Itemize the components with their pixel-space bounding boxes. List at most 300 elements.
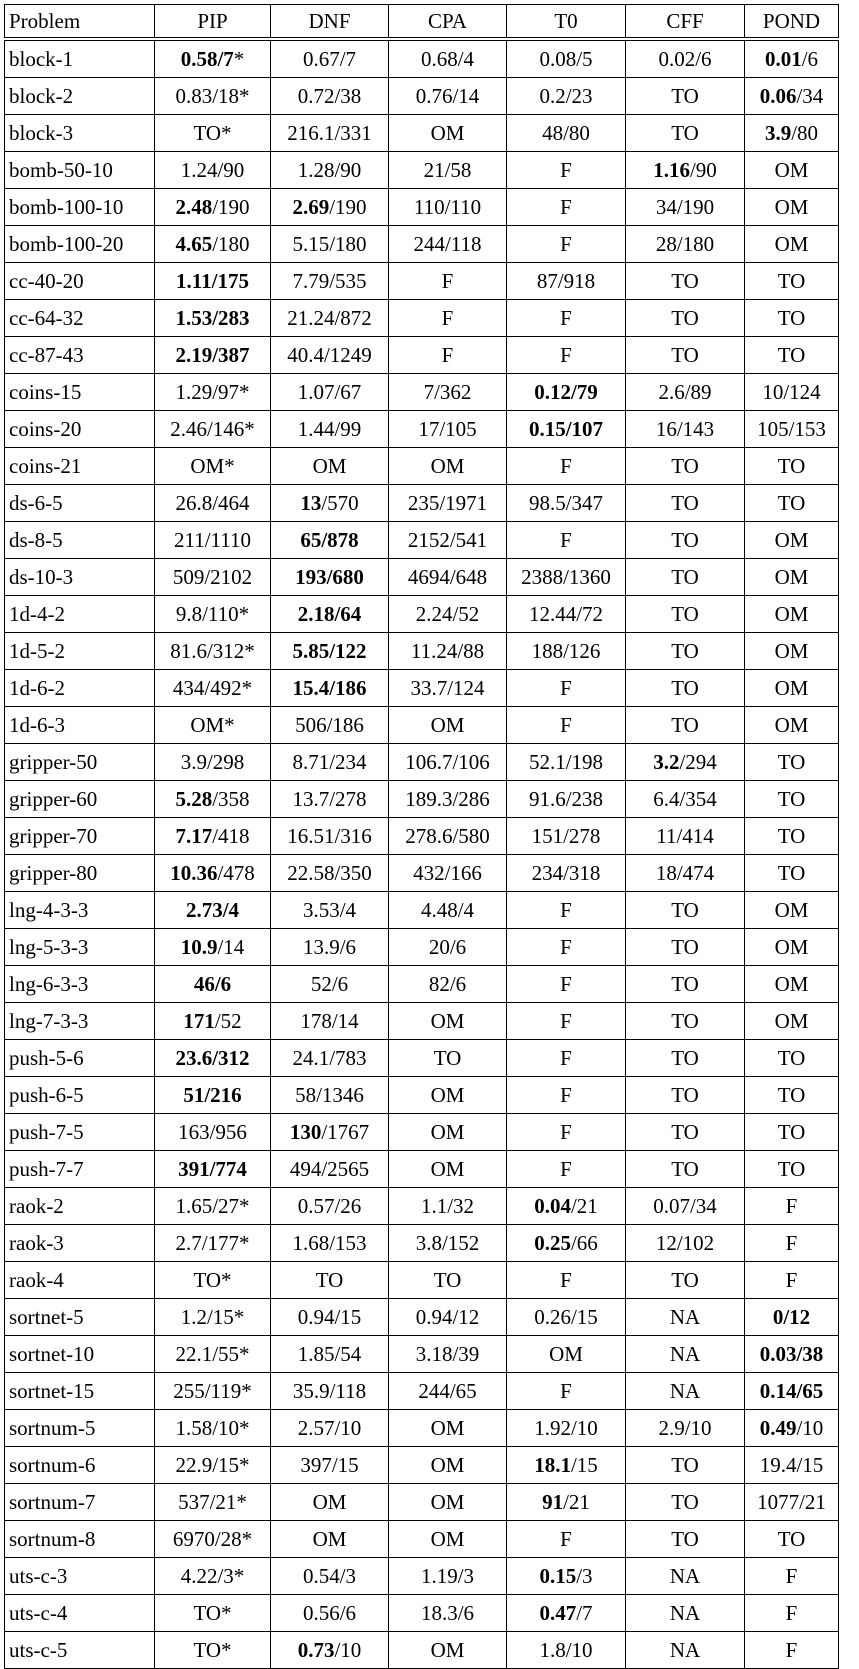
table-row	[5, 966, 839, 1003]
result-cell: TO	[626, 559, 745, 596]
table-row	[5, 892, 839, 929]
result-cell: NA	[626, 1632, 745, 1669]
result-cell: TO	[745, 1077, 839, 1114]
result-cell: TO	[745, 1521, 839, 1558]
best-value: 1.53/283	[175, 305, 250, 330]
result-cell: 26.8/464	[155, 485, 271, 522]
result-cell: 494/2565	[271, 1151, 389, 1188]
result-cell: 87/918	[507, 263, 626, 300]
result-cell: 22.9/15*	[155, 1447, 271, 1484]
result-cell: TO	[626, 522, 745, 559]
problem-name-cell: gripper-60	[5, 781, 155, 818]
result-cell: F	[507, 522, 626, 559]
result-cell: 7/362	[389, 374, 507, 411]
result-cell: TO	[389, 1040, 507, 1077]
result-cell: 4694/648	[389, 559, 507, 596]
result-cell: 18.1/15	[507, 1447, 626, 1484]
column-header-dnf: DNF	[271, 5, 389, 40]
table-row	[5, 1447, 839, 1484]
result-cell	[155, 337, 271, 374]
result-cell: 52/6	[271, 966, 389, 1003]
result-cell: 0.04/21	[507, 1188, 626, 1225]
best-value: 65/878	[300, 527, 359, 552]
result-cell: TO	[745, 448, 839, 485]
result-cell: F	[507, 189, 626, 226]
problem-name-cell: block-3	[5, 115, 155, 152]
result-cell: 2388/1360	[507, 559, 626, 596]
result-cell: 11/414	[626, 818, 745, 855]
problem-name-cell: push-5-6	[5, 1040, 155, 1077]
result-cell: 7.17/418	[155, 818, 271, 855]
result-cell: TO	[271, 1262, 389, 1299]
best-value: 7.17	[175, 823, 213, 848]
problem-name-cell: cc-40-20	[5, 263, 155, 300]
result-cell: 0.76/14	[389, 78, 507, 115]
table-row	[5, 411, 839, 448]
result-cell: OM*	[155, 707, 271, 744]
result-cell: 0.08/5	[507, 39, 626, 78]
result-cell: 2.57/10	[271, 1410, 389, 1447]
result-cell: 1077/21	[745, 1484, 839, 1521]
result-cell	[155, 892, 271, 929]
result-cell	[271, 522, 389, 559]
result-cell: F	[745, 1262, 839, 1299]
result-cell: OM	[745, 892, 839, 929]
result-cell: 130/1767	[271, 1114, 389, 1151]
result-cell: 434/492*	[155, 670, 271, 707]
result-cell: 12.44/72	[507, 596, 626, 633]
result-cell: NA	[626, 1558, 745, 1595]
result-cell: 0.26/15	[507, 1299, 626, 1336]
result-cell: OM	[389, 115, 507, 152]
column-header-pond: POND	[745, 5, 839, 40]
result-cell: F	[507, 1003, 626, 1040]
best-value: 0.14/65	[759, 1378, 824, 1403]
table-row	[5, 374, 839, 411]
best-value: 13	[300, 490, 322, 515]
best-value: 23.6/312	[175, 1045, 250, 1070]
result-cell: 178/14	[271, 1003, 389, 1040]
result-cell: 6970/28*	[155, 1521, 271, 1558]
table-row	[5, 929, 839, 966]
best-value: 2.73/4	[185, 897, 240, 922]
problem-name-cell: sortnet-10	[5, 1336, 155, 1373]
column-header-problem: Problem	[5, 5, 155, 40]
result-cell: 82/6	[389, 966, 507, 1003]
result-cell: TO	[626, 1484, 745, 1521]
result-cell: TO*	[155, 1632, 271, 1669]
column-header-cff: CFF	[626, 5, 745, 40]
result-cell: 9.8/110*	[155, 596, 271, 633]
table-row	[5, 300, 839, 337]
result-cell: TO	[745, 781, 839, 818]
best-value: 0.49	[759, 1415, 797, 1440]
result-cell: 1.65/27*	[155, 1188, 271, 1225]
best-value: 5.28	[175, 786, 213, 811]
result-cell: 8.71/234	[271, 744, 389, 781]
problem-name-cell: push-7-7	[5, 1151, 155, 1188]
result-cell: 3.8/152	[389, 1225, 507, 1262]
result-cell: 1.1/32	[389, 1188, 507, 1225]
problem-name-cell: raok-3	[5, 1225, 155, 1262]
result-cell: 3.53/4	[271, 892, 389, 929]
result-cell: TO	[626, 929, 745, 966]
result-cell: TO	[626, 633, 745, 670]
result-cell: TO	[745, 1040, 839, 1077]
result-cell: 18/474	[626, 855, 745, 892]
result-cell: 81.6/312*	[155, 633, 271, 670]
table-row	[5, 78, 839, 115]
result-cell: 0.15/3	[507, 1558, 626, 1595]
best-value: 10.9	[180, 934, 218, 959]
result-cell: TO*	[155, 1262, 271, 1299]
result-cell: NA	[626, 1299, 745, 1336]
table-header	[5, 5, 839, 40]
best-value: 0.15/107	[528, 416, 604, 441]
result-cell: 3.18/39	[389, 1336, 507, 1373]
best-value: 0.12/79	[534, 379, 598, 404]
result-cell: TO	[745, 337, 839, 374]
result-cell: TO	[745, 263, 839, 300]
table-row	[5, 781, 839, 818]
result-cell: 10/124	[745, 374, 839, 411]
result-cell: 2.24/52	[389, 596, 507, 633]
result-cell: 5.15/180	[271, 226, 389, 263]
result-cell: F	[507, 226, 626, 263]
problem-name-cell: coins-20	[5, 411, 155, 448]
result-cell: 4.22/3*	[155, 1558, 271, 1595]
table-row	[5, 1225, 839, 1262]
result-cell: 18.3/6	[389, 1595, 507, 1632]
best-value: 0.06	[759, 83, 797, 108]
result-cell: 48/80	[507, 115, 626, 152]
result-cell: F	[507, 1114, 626, 1151]
result-cell: NA	[626, 1373, 745, 1410]
result-cell: 0.49/10	[745, 1410, 839, 1447]
result-cell: OM	[745, 559, 839, 596]
result-cell: 16.51/316	[271, 818, 389, 855]
result-cell: TO	[626, 115, 745, 152]
table-row	[5, 189, 839, 226]
result-cell: 0.58/7*	[155, 39, 271, 78]
problem-name-cell: block-1	[5, 39, 155, 78]
best-value: 1.16	[653, 157, 690, 182]
best-value: 91	[542, 1489, 564, 1514]
result-cell: 22.58/350	[271, 855, 389, 892]
problem-name-cell: raok-4	[5, 1262, 155, 1299]
table-row	[5, 1077, 839, 1114]
best-value: 2.69	[292, 194, 330, 219]
problem-name-cell: bomb-100-20	[5, 226, 155, 263]
result-cell: 58/1346	[271, 1077, 389, 1114]
problem-name-cell: sortnum-7	[5, 1484, 155, 1521]
result-cell: 0.67/7	[271, 39, 389, 78]
problem-name-cell: sortnum-5	[5, 1410, 155, 1447]
best-value: 0.15	[539, 1563, 577, 1588]
result-cell: TO	[389, 1262, 507, 1299]
result-cell: TO	[626, 1040, 745, 1077]
result-cell: OM	[271, 1521, 389, 1558]
problem-name-cell: raok-2	[5, 1188, 155, 1225]
result-cell: F	[745, 1225, 839, 1262]
table-row	[5, 152, 839, 189]
result-cell: 22.1/55*	[155, 1336, 271, 1373]
column-header-t0: T0	[507, 5, 626, 40]
best-value: 0/12	[772, 1304, 811, 1329]
result-cell: TO	[745, 1151, 839, 1188]
result-cell: 2.69/190	[271, 189, 389, 226]
table-row	[5, 485, 839, 522]
result-cell: 3.9/298	[155, 744, 271, 781]
result-cell	[745, 1336, 839, 1373]
table-row	[5, 1188, 839, 1225]
problem-name-cell: bomb-50-10	[5, 152, 155, 189]
result-cell: TO	[626, 892, 745, 929]
result-cell: F	[507, 1521, 626, 1558]
table-row	[5, 855, 839, 892]
table-row	[5, 1336, 839, 1373]
result-cell: 1.07/67	[271, 374, 389, 411]
table-row	[5, 1151, 839, 1188]
best-value: 4.65	[175, 231, 213, 256]
result-cell: 110/110	[389, 189, 507, 226]
result-cell: F	[507, 670, 626, 707]
best-value: 46/6	[193, 971, 232, 996]
table-row	[5, 633, 839, 670]
result-cell: F	[745, 1558, 839, 1595]
result-cell: OM	[389, 1077, 507, 1114]
best-value: 0.03/38	[759, 1341, 824, 1366]
result-cell	[155, 1040, 271, 1077]
result-cell: OM	[389, 1410, 507, 1447]
best-value: 51/216	[183, 1082, 242, 1107]
problem-name-cell: 1d-6-2	[5, 670, 155, 707]
result-cell: NA	[626, 1595, 745, 1632]
result-cell: 0.68/4	[389, 39, 507, 78]
result-cell: 19.4/15	[745, 1447, 839, 1484]
result-cell	[271, 559, 389, 596]
problem-name-cell: uts-c-4	[5, 1595, 155, 1632]
table-row	[5, 1373, 839, 1410]
result-cell: 105/153	[745, 411, 839, 448]
problem-name-cell: sortnet-15	[5, 1373, 155, 1410]
result-cell: 13/570	[271, 485, 389, 522]
problem-name-cell: lng-5-3-3	[5, 929, 155, 966]
result-cell: 40.4/1249	[271, 337, 389, 374]
result-cell: 11.24/88	[389, 633, 507, 670]
result-cell: 0.57/26	[271, 1188, 389, 1225]
result-cell: OM	[389, 1151, 507, 1188]
result-cell: 0.06/34	[745, 78, 839, 115]
best-value: 2.19/387	[175, 342, 250, 367]
best-value: 2.18/64	[297, 601, 362, 626]
result-cell: 13.9/6	[271, 929, 389, 966]
result-cell: NA	[626, 1336, 745, 1373]
problem-name-cell: gripper-80	[5, 855, 155, 892]
result-cell: OM	[745, 1003, 839, 1040]
result-cell: 506/186	[271, 707, 389, 744]
problem-name-cell: cc-87-43	[5, 337, 155, 374]
result-cell: 2152/541	[389, 522, 507, 559]
result-cell: F	[507, 1151, 626, 1188]
result-cell: F	[507, 152, 626, 189]
best-value: 18.1	[534, 1452, 571, 1477]
result-cell: TO	[626, 1151, 745, 1188]
result-cell: TO	[626, 1114, 745, 1151]
result-cell: OM	[389, 1003, 507, 1040]
column-header-pip: PIP	[155, 5, 271, 40]
result-cell: 0.56/6	[271, 1595, 389, 1632]
result-cell: TO	[745, 1114, 839, 1151]
result-cell: 234/318	[507, 855, 626, 892]
result-cell: 188/126	[507, 633, 626, 670]
table-row	[5, 818, 839, 855]
table-row	[5, 1003, 839, 1040]
result-cell: 235/1971	[389, 485, 507, 522]
result-cell: F	[507, 966, 626, 1003]
result-cell: TO	[626, 485, 745, 522]
best-value: 0.04	[534, 1193, 571, 1218]
result-cell: OM*	[155, 448, 271, 485]
result-cell: F	[507, 707, 626, 744]
result-cell: OM	[389, 1484, 507, 1521]
result-cell: 7.79/535	[271, 263, 389, 300]
table-row	[5, 226, 839, 263]
result-cell: TO	[626, 78, 745, 115]
problem-name-cell: block-2	[5, 78, 155, 115]
result-cell: 2.48/190	[155, 189, 271, 226]
result-cell: 244/118	[389, 226, 507, 263]
table-row	[5, 559, 839, 596]
result-cell: 244/65	[389, 1373, 507, 1410]
best-value: 391/774	[178, 1156, 247, 1181]
result-cell: TO	[745, 485, 839, 522]
result-cell: 28/180	[626, 226, 745, 263]
result-cell: TO	[626, 707, 745, 744]
result-cell: 0.02/6	[626, 39, 745, 78]
table-row	[5, 1595, 839, 1632]
result-cell: 1.19/3	[389, 1558, 507, 1595]
result-cell: OM	[745, 189, 839, 226]
problem-name-cell: push-6-5	[5, 1077, 155, 1114]
problem-name-cell: bomb-100-10	[5, 189, 155, 226]
result-cell: 211/1110	[155, 522, 271, 559]
column-header-cpa: CPA	[389, 5, 507, 40]
result-cell	[745, 1373, 839, 1410]
result-cell: TO	[626, 300, 745, 337]
table-row	[5, 1632, 839, 1669]
result-cell: 10.9/14	[155, 929, 271, 966]
result-cell: F	[507, 448, 626, 485]
result-cell: 1.92/10	[507, 1410, 626, 1447]
result-cell: 5.28/358	[155, 781, 271, 818]
result-cell: 0.54/3	[271, 1558, 389, 1595]
result-cell	[271, 633, 389, 670]
result-cell: OM	[745, 226, 839, 263]
result-cell: F	[507, 1262, 626, 1299]
result-cell	[507, 411, 626, 448]
result-cell: 3.9/80	[745, 115, 839, 152]
table-row	[5, 1114, 839, 1151]
table-row	[5, 1299, 839, 1336]
result-cell: F	[745, 1188, 839, 1225]
table-row	[5, 115, 839, 152]
problem-name-cell: lng-7-3-3	[5, 1003, 155, 1040]
result-cell: 16/143	[626, 411, 745, 448]
result-cell: TO	[626, 966, 745, 1003]
result-cell: 537/21*	[155, 1484, 271, 1521]
result-cell: 1.2/15*	[155, 1299, 271, 1336]
problem-name-cell: sortnum-8	[5, 1521, 155, 1558]
result-cell: F	[507, 1040, 626, 1077]
result-cell: 432/166	[389, 855, 507, 892]
result-cell: TO	[745, 855, 839, 892]
result-cell: F	[507, 929, 626, 966]
result-cell: 0.01/6	[745, 39, 839, 78]
result-cell: 33.7/124	[389, 670, 507, 707]
result-cell: 0.47/7	[507, 1595, 626, 1632]
table-row	[5, 707, 839, 744]
problem-name-cell: gripper-50	[5, 744, 155, 781]
header-row	[5, 5, 839, 40]
table-row	[5, 1262, 839, 1299]
table-row	[5, 670, 839, 707]
result-cell: TO	[626, 1077, 745, 1114]
result-cell: TO	[626, 448, 745, 485]
result-cell: TO	[745, 300, 839, 337]
result-cell: 4.65/180	[155, 226, 271, 263]
problem-name-cell: uts-c-5	[5, 1632, 155, 1669]
best-value: 1.11/175	[176, 268, 249, 293]
result-cell: 6.4/354	[626, 781, 745, 818]
result-cell: OM	[745, 707, 839, 744]
result-cell: 98.5/347	[507, 485, 626, 522]
best-value: 193/680	[295, 564, 364, 589]
table-row	[5, 448, 839, 485]
result-cell: 4.48/4	[389, 892, 507, 929]
table-row	[5, 1484, 839, 1521]
result-cell: OM	[389, 1114, 507, 1151]
result-cell: TO	[626, 596, 745, 633]
result-cell: F	[745, 1595, 839, 1632]
problem-name-cell: coins-15	[5, 374, 155, 411]
best-value: 0.47	[539, 1600, 577, 1625]
result-cell: OM	[507, 1336, 626, 1373]
result-cell: 171/52	[155, 1003, 271, 1040]
best-value: 5.85/122	[292, 638, 367, 663]
result-cell: 1.28/90	[271, 152, 389, 189]
result-cell: TO	[626, 1447, 745, 1484]
result-cell: 106.7/106	[389, 744, 507, 781]
result-cell: OM	[271, 448, 389, 485]
result-cell: OM	[745, 152, 839, 189]
result-cell: OM	[745, 596, 839, 633]
problem-name-cell: push-7-5	[5, 1114, 155, 1151]
result-cell: TO	[626, 263, 745, 300]
result-cell: F	[507, 1077, 626, 1114]
result-cell: 0.94/12	[389, 1299, 507, 1336]
table-row	[5, 522, 839, 559]
result-cell: 2.6/89	[626, 374, 745, 411]
best-value: 0.01	[764, 46, 802, 71]
result-cell: 1.44/99	[271, 411, 389, 448]
problem-name-cell: lng-4-3-3	[5, 892, 155, 929]
result-cell: 1.68/153	[271, 1225, 389, 1262]
result-cell: F	[389, 337, 507, 374]
result-cell: 0.25/66	[507, 1225, 626, 1262]
result-cell: 91.6/238	[507, 781, 626, 818]
best-value: 0.25	[534, 1230, 571, 1255]
